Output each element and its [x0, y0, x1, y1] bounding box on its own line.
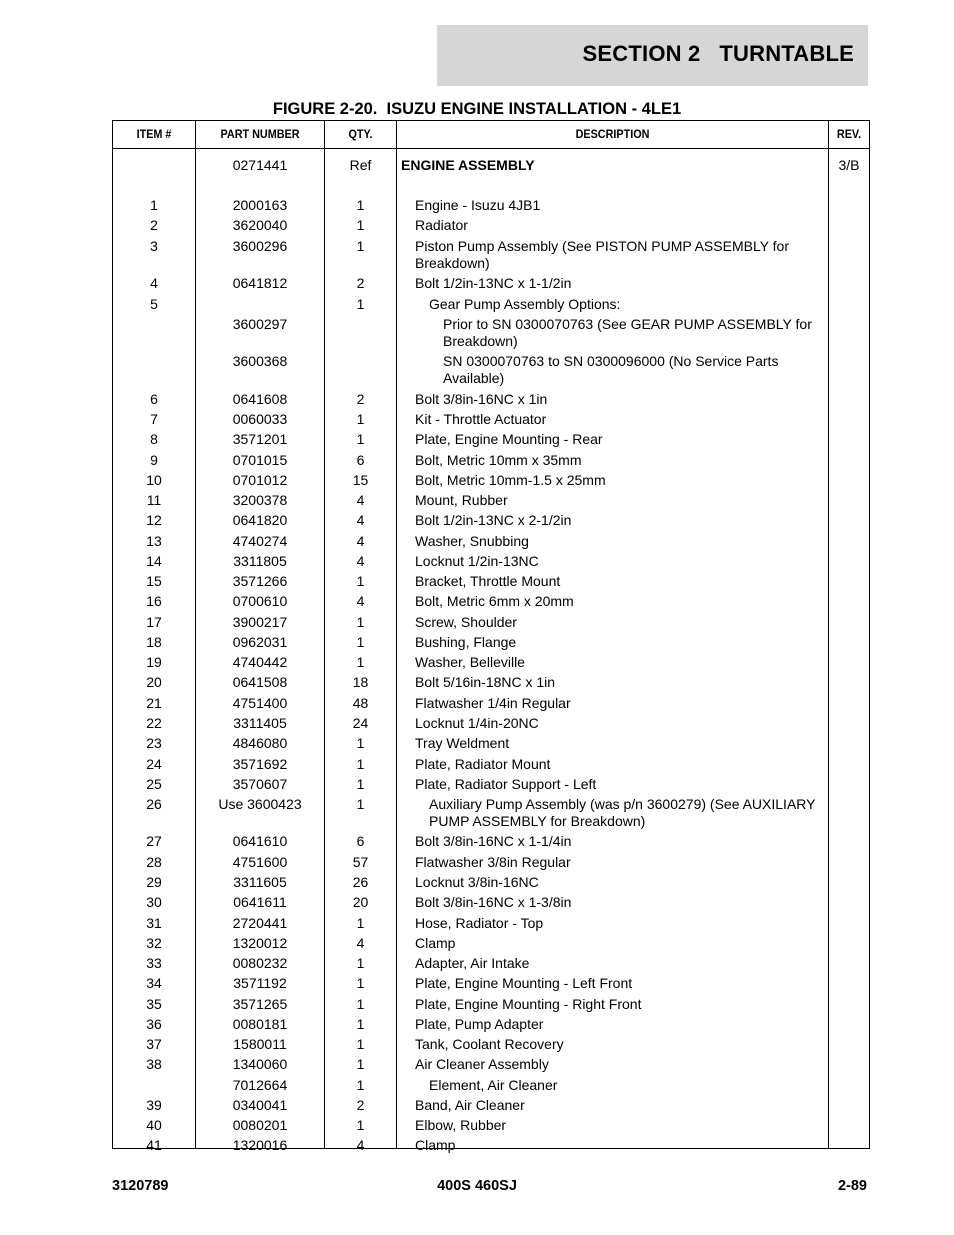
quantity: 1: [356, 996, 365, 1012]
part-number: 0080232: [232, 955, 288, 971]
quantity: 4: [356, 935, 365, 951]
quantity: 2: [356, 391, 365, 407]
description: Bolt, Metric 6mm x 20mm: [415, 593, 574, 609]
description: Bolt 5/16in-18NC x 1in: [415, 674, 556, 690]
part-number: 0962031: [232, 634, 288, 650]
item-number: 36: [146, 1016, 162, 1032]
description: Plate, Radiator Support - Left: [415, 776, 597, 792]
description: Plate, Engine Mounting - Left Front: [415, 975, 633, 991]
part-number: 3200378: [232, 492, 288, 508]
quantity: 18: [352, 674, 369, 690]
quantity: 1: [356, 1117, 365, 1133]
part-number: 3900217: [232, 614, 288, 630]
part-number: 3600297: [232, 316, 288, 332]
description: SN 0300070763 to SN 0300096000 (No Service Parts Available): [443, 353, 779, 386]
item-number: 18: [146, 634, 162, 650]
item-number: 27: [146, 833, 162, 849]
description: Element, Air Cleaner: [429, 1077, 558, 1093]
item-number: 22: [146, 715, 162, 731]
part-number: 1320012: [232, 935, 288, 951]
item-number: 30: [146, 894, 162, 910]
item-number: 8: [150, 431, 158, 447]
part-number: 0701015: [232, 452, 288, 468]
item-number: 4: [150, 275, 158, 291]
part-number: 0271441: [232, 157, 288, 173]
quantity: 2: [356, 1097, 365, 1113]
quantity: 15: [352, 472, 369, 488]
part-number: 0080181: [232, 1016, 288, 1032]
description: Bushing, Flange: [415, 634, 517, 650]
section-title: SECTION 2 TURNTABLE: [582, 41, 854, 66]
item-number: 20: [146, 674, 162, 690]
quantity: 26: [352, 874, 369, 890]
part-number: 3311605: [233, 874, 287, 890]
quantity: 1: [356, 573, 365, 589]
part-number: 0641812: [232, 275, 288, 291]
item-number: 10: [146, 472, 162, 488]
quantity: 1: [356, 411, 365, 427]
part-number: 4740442: [232, 654, 288, 670]
item-number: 24: [146, 756, 162, 772]
quantity: 20: [352, 894, 369, 910]
quantity: 1: [356, 217, 365, 233]
part-number: 0340041: [232, 1097, 288, 1113]
description: Plate, Pump Adapter: [415, 1016, 544, 1032]
description: Bracket, Throttle Mount: [415, 573, 561, 589]
description: Bolt 1/2in-13NC x 2-1/2in: [415, 512, 572, 528]
description: Bolt 3/8in-16NC x 1-3/8in: [415, 894, 572, 910]
quantity: 1: [356, 756, 365, 772]
description: Hose, Radiator - Top: [415, 915, 544, 931]
part-number: 3600296: [232, 238, 288, 254]
part-number: 1340060: [232, 1056, 288, 1072]
description: Screw, Shoulder: [415, 614, 517, 630]
item-number: 31: [146, 915, 162, 931]
part-number: 0080201: [232, 1117, 288, 1133]
quantity: 1: [356, 796, 365, 812]
part-number: 3571192: [233, 975, 287, 991]
item-number: 15: [146, 573, 162, 589]
description: Locknut 3/8in-16NC: [415, 874, 539, 890]
part-number: 3620040: [232, 217, 288, 233]
quantity: 1: [356, 1077, 365, 1093]
quantity: 1: [356, 238, 365, 254]
part-number: 3571692: [232, 756, 288, 772]
item-number: 2: [150, 217, 158, 233]
part-number: 0641820: [232, 512, 288, 528]
description: Adapter, Air Intake: [415, 955, 530, 971]
part-number: 0641611: [233, 894, 287, 910]
column-divider: [396, 121, 397, 1148]
header-rev: REV.: [836, 127, 862, 141]
quantity: 4: [356, 593, 365, 609]
description: Tray Weldment: [415, 735, 510, 751]
description: Clamp: [415, 935, 456, 951]
quantity: 1: [356, 1036, 365, 1052]
item-number: 13: [146, 533, 162, 549]
header-divider: [113, 148, 869, 149]
footer-page-number: 2-89: [837, 1178, 867, 1194]
item-number: 23: [146, 735, 162, 751]
quantity: 1: [356, 296, 365, 312]
item-number: 33: [146, 955, 162, 971]
item-number: 28: [146, 854, 162, 870]
description: Gear Pump Assembly Options:: [429, 296, 621, 312]
part-number: 4740274: [232, 533, 288, 549]
footer-model: 400S 460SJ: [437, 1178, 517, 1194]
part-number: 3311805: [233, 553, 287, 569]
quantity: 4: [356, 553, 365, 569]
description: Flatwasher 1/4in Regular: [415, 695, 571, 711]
description: Bolt 3/8in-16NC x 1in: [415, 391, 548, 407]
column-divider: [828, 121, 829, 1148]
part-number: 3311405: [233, 715, 287, 731]
item-number: 26: [146, 796, 162, 812]
part-number: 2000163: [232, 197, 288, 213]
quantity: 1: [356, 614, 365, 630]
header-part-number: PART NUMBER: [220, 127, 300, 141]
quantity: 24: [352, 715, 369, 731]
description: Bolt 3/8in-16NC x 1-1/4in: [415, 833, 572, 849]
description: Washer, Snubbing: [415, 533, 529, 549]
item-number: 5: [150, 296, 158, 312]
description: Kit - Throttle Actuator: [415, 411, 547, 427]
item-number: 35: [146, 996, 162, 1012]
header-description: DESCRIPTION: [575, 127, 650, 141]
description: Washer, Belleville: [415, 654, 525, 670]
part-number: 0060033: [232, 411, 288, 427]
part-number: 4751400: [232, 695, 288, 711]
description: Plate, Engine Mounting - Right Front: [415, 996, 642, 1012]
item-number: 25: [146, 776, 162, 792]
item-number: 29: [146, 874, 162, 890]
header-item: ITEM #: [136, 127, 172, 141]
description: Mount, Rubber: [415, 492, 508, 508]
part-number: 1580011: [233, 1036, 287, 1052]
part-number: 2720441: [232, 915, 288, 931]
item-number: 41: [146, 1137, 162, 1153]
item-number: 39: [146, 1097, 162, 1113]
description: Prior to SN 0300070763 (See GEAR PUMP ASSEMBLY for Breakdown): [443, 316, 812, 349]
part-number: Use 3600423: [218, 796, 302, 812]
quantity: 1: [356, 955, 365, 971]
quantity: Ref: [349, 157, 372, 173]
header-qty: QTY.: [348, 127, 373, 141]
item-number: 6: [150, 391, 158, 407]
quantity: 4: [356, 533, 365, 549]
part-number: 4751600: [232, 854, 288, 870]
quantity: 1: [356, 975, 365, 991]
part-number: 7012664: [232, 1077, 288, 1093]
quantity: 1: [356, 1056, 365, 1072]
description: Plate, Radiator Mount: [415, 756, 551, 772]
part-number: 3570607: [232, 776, 288, 792]
part-number: 1320016: [232, 1137, 288, 1153]
figure-title: FIGURE 2-20. ISUZU ENGINE INSTALLATION - 4LE1: [272, 100, 682, 118]
part-number: 0641508: [232, 674, 288, 690]
item-number: 40: [146, 1117, 162, 1133]
part-number: 0641610: [232, 833, 288, 849]
part-number: 3600368: [232, 353, 288, 369]
description: Piston Pump Assembly (See PISTON PUMP ASSEMBLY for Breakdown): [415, 238, 790, 271]
item-number: 14: [146, 553, 162, 569]
description: Engine - Isuzu 4JB1: [415, 197, 541, 213]
revision: 3/B: [838, 157, 860, 173]
part-number: 3571265: [232, 996, 288, 1012]
description: Band, Air Cleaner: [415, 1097, 525, 1113]
footer-document-number: 3120789: [112, 1178, 169, 1194]
quantity: 48: [352, 695, 369, 711]
description: Tank, Coolant Recovery: [415, 1036, 564, 1052]
item-number: 12: [146, 512, 162, 528]
quantity: 1: [356, 654, 365, 670]
quantity: 1: [356, 776, 365, 792]
description: Bolt, Metric 10mm x 35mm: [415, 452, 582, 468]
item-number: 7: [150, 411, 158, 427]
item-number: 16: [146, 593, 162, 609]
item-number: 19: [146, 654, 162, 670]
part-number: 0701012: [232, 472, 288, 488]
item-number: 32: [146, 935, 162, 951]
quantity: 1: [356, 915, 365, 931]
quantity: 57: [352, 854, 369, 870]
part-number: 3571266: [232, 573, 288, 589]
part-number: 0700610: [232, 593, 288, 609]
description: Locknut 1/2in-13NC: [415, 553, 539, 569]
part-number: 4846080: [232, 735, 288, 751]
description: Radiator: [415, 217, 468, 233]
part-number: 3571201: [232, 431, 288, 447]
description: Air Cleaner Assembly: [415, 1056, 549, 1072]
item-number: 9: [150, 452, 158, 468]
quantity: 1: [356, 197, 365, 213]
description: Locknut 1/4in-20NC: [415, 715, 539, 731]
quantity: 4: [356, 492, 365, 508]
quantity: 1: [356, 1016, 365, 1032]
item-number: 38: [146, 1056, 162, 1072]
quantity: 4: [356, 512, 365, 528]
description: Elbow, Rubber: [415, 1117, 507, 1133]
quantity: 1: [356, 735, 365, 751]
description: Bolt 1/2in-13NC x 1-1/2in: [415, 275, 572, 291]
item-number: 1: [150, 197, 158, 213]
item-number: 17: [146, 614, 162, 630]
description: Clamp: [415, 1137, 456, 1153]
quantity: 6: [356, 833, 365, 849]
item-number: 11: [146, 492, 162, 508]
description: ENGINE ASSEMBLY: [401, 157, 535, 173]
quantity: 1: [356, 634, 365, 650]
item-number: 34: [146, 975, 162, 991]
item-number: 37: [146, 1036, 162, 1052]
quantity: 1: [356, 431, 365, 447]
quantity: 6: [356, 452, 365, 468]
description: Flatwasher 3/8in Regular: [415, 854, 571, 870]
item-number: 21: [146, 695, 162, 711]
part-number: 0641608: [232, 391, 288, 407]
description: Auxiliary Pump Assembly (was p/n 3600279) (See AUXILIARY PUMP ASSEMBLY for Breakdown): [429, 796, 816, 829]
item-number: 3: [150, 238, 158, 254]
description: Bolt, Metric 10mm-1.5 x 25mm: [415, 472, 606, 488]
quantity: 2: [356, 275, 365, 291]
section-header: [437, 25, 868, 86]
quantity: 4: [356, 1137, 365, 1153]
parts-table: [112, 120, 870, 1153]
description: Plate, Engine Mounting - Rear: [415, 431, 603, 447]
